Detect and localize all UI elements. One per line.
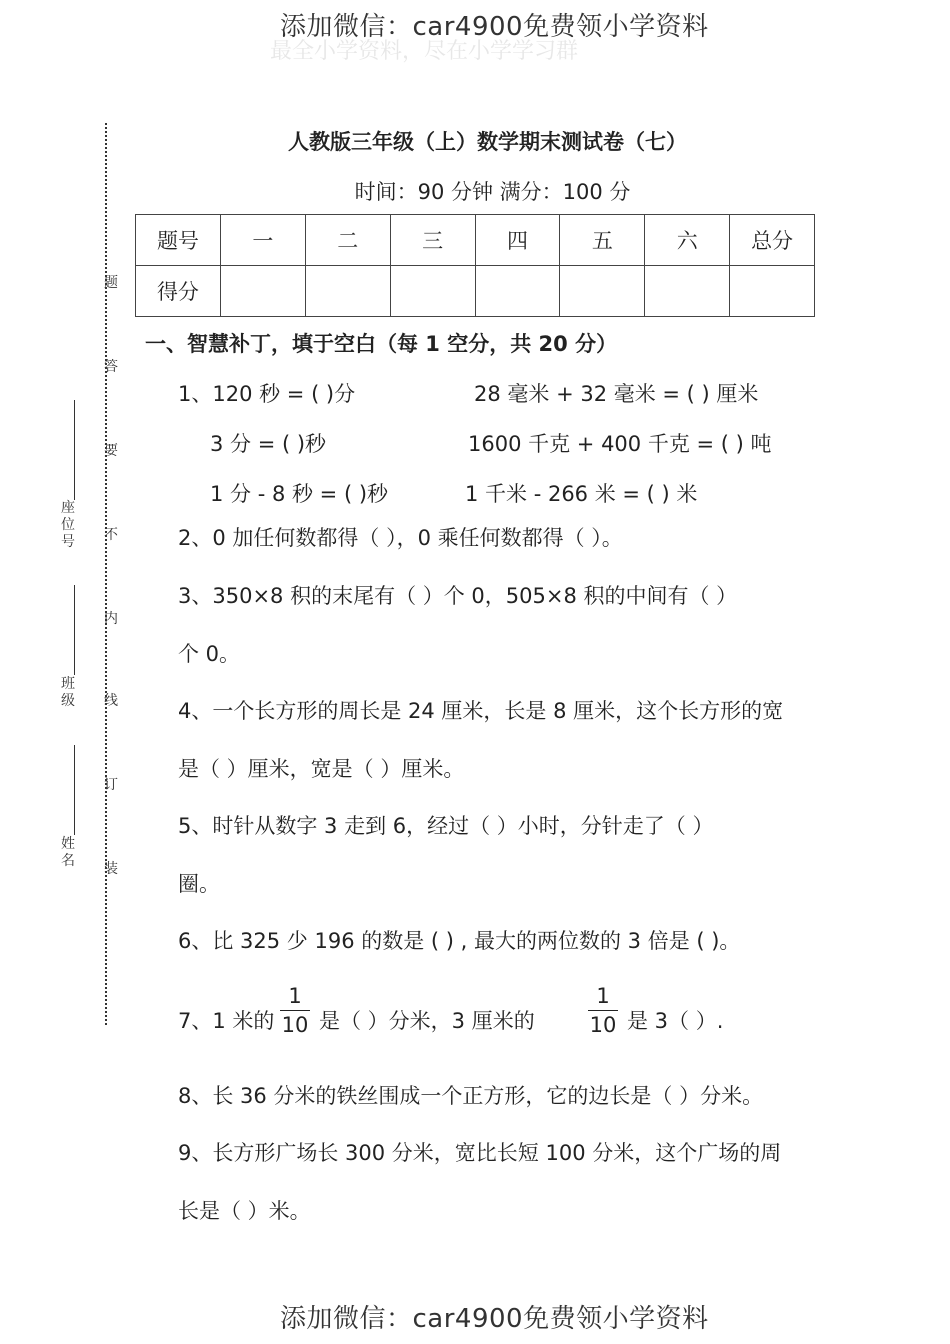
question-5-line2: 圈。 bbox=[178, 872, 220, 896]
question-7-part3: 是 3（ ）. bbox=[627, 1009, 724, 1033]
side-char-4: 不 bbox=[104, 527, 118, 543]
side-char-5: 内 bbox=[104, 611, 118, 627]
question-4-line2: 是（ ）厘米，宽是（ ）厘米。 bbox=[178, 757, 465, 781]
side-char-7: 订 bbox=[104, 777, 118, 793]
side-char-8: 装 bbox=[104, 861, 118, 877]
question-1d: 1600 千克 + 400 千克 = ( ) 吨 bbox=[468, 432, 772, 456]
question-1f: 1 千米 - 266 米 = ( ) 米 bbox=[465, 482, 698, 506]
score-cell[interactable] bbox=[390, 266, 475, 317]
side-char-1: 题 bbox=[104, 275, 118, 291]
score-cell[interactable] bbox=[220, 266, 305, 317]
score-table bbox=[135, 214, 815, 317]
question-3-line1: 3、350×8 积的末尾有（ ）个 0，505×8 积的中间有（ ） bbox=[178, 584, 738, 608]
name-label: 姓名 bbox=[61, 836, 75, 869]
header-cell: 二 bbox=[305, 215, 390, 266]
watermark-top: 添加微信：car4900免费领小学资料 bbox=[280, 12, 709, 42]
fraction-denominator: 10 bbox=[281, 1013, 309, 1037]
question-9-line1: 9、长方形广场长 300 分米，宽比长短 100 分米，这个广场的周 bbox=[178, 1141, 782, 1165]
score-table-score-row bbox=[136, 266, 815, 317]
page-title: 人教版三年级（上）数学期末测试卷（七） bbox=[288, 130, 687, 154]
question-1c: 3 分 = ( )秒 bbox=[210, 432, 327, 456]
seat-number-line bbox=[74, 400, 75, 500]
header-cell: 一 bbox=[220, 215, 305, 266]
header-cell: 三 bbox=[390, 215, 475, 266]
header-cell: 题号 bbox=[136, 215, 221, 266]
header-cell: 六 bbox=[645, 215, 730, 266]
fraction-one-tenth-1 bbox=[280, 984, 310, 1037]
name-line bbox=[74, 745, 75, 835]
header-cell: 五 bbox=[560, 215, 645, 266]
question-8: 8、长 36 分米的铁丝围成一个正方形，它的边长是（ ）分米。 bbox=[178, 1084, 764, 1108]
question-9-line2: 长是（ ）米。 bbox=[178, 1199, 311, 1223]
fraction-bar bbox=[280, 1010, 310, 1011]
score-cell[interactable] bbox=[560, 266, 645, 317]
fraction-one-tenth-2 bbox=[588, 984, 618, 1037]
question-1e: 1 分 - 8 秒 = ( )秒 bbox=[210, 482, 389, 506]
score-cell[interactable] bbox=[645, 266, 730, 317]
exam-subtitle: 时间：90 分钟 满分：100 分 bbox=[354, 180, 631, 204]
fraction-numerator: 1 bbox=[596, 984, 610, 1008]
binding-dotted-line bbox=[105, 123, 107, 1025]
question-1b: 28 毫米 + 32 毫米 = ( ) 厘米 bbox=[474, 382, 759, 406]
question-7-part1: 7、1 米的 bbox=[178, 1009, 275, 1033]
fraction-bar bbox=[588, 1010, 618, 1011]
question-5-line1: 5、时针从数字 3 走到 6，经过（ ）小时，分针走了（ ） bbox=[178, 814, 714, 838]
side-char-6: 线 bbox=[104, 693, 118, 709]
question-2: 2、0 加任何数都得（ ），0 乘任何数都得（ ）。 bbox=[178, 526, 623, 550]
header-cell: 四 bbox=[475, 215, 560, 266]
question-7-part2: 是（ ）分米，3 厘米的 bbox=[319, 1009, 535, 1033]
class-label: 班级 bbox=[61, 676, 75, 709]
fraction-numerator: 1 bbox=[288, 984, 302, 1008]
watermark-bottom: 添加微信：car4900免费领小学资料 bbox=[280, 1304, 709, 1334]
seat-number-label: 座位号 bbox=[61, 500, 75, 550]
faint-header-text: 最全小学资料，尽在小学学习群 bbox=[270, 39, 579, 64]
question-3-line2: 个 0。 bbox=[178, 642, 241, 666]
question-4-line1: 4、一个长方形的周长是 24 厘米，长是 8 厘米，这个长方形的宽 bbox=[178, 699, 784, 723]
score-cell[interactable] bbox=[730, 266, 815, 317]
section-heading: 一、智慧补丁，填于空白（每 1 空分，共 20 分） bbox=[145, 332, 618, 356]
score-cell[interactable] bbox=[305, 266, 390, 317]
score-row-label: 得分 bbox=[136, 266, 221, 317]
score-cell[interactable] bbox=[475, 266, 560, 317]
fraction-denominator: 10 bbox=[589, 1013, 617, 1037]
score-table-header-row bbox=[136, 215, 815, 266]
side-char-3: 要 bbox=[104, 443, 118, 459]
side-char-2: 答 bbox=[104, 359, 118, 375]
question-1a: 1、120 秒 = ( )分 bbox=[178, 382, 356, 406]
header-cell: 总分 bbox=[730, 215, 815, 266]
class-line bbox=[74, 585, 75, 675]
question-6: 6、比 325 少 196 的数是 ( ) , 最大的两位数的 3 倍是 ( )。 bbox=[178, 929, 741, 953]
